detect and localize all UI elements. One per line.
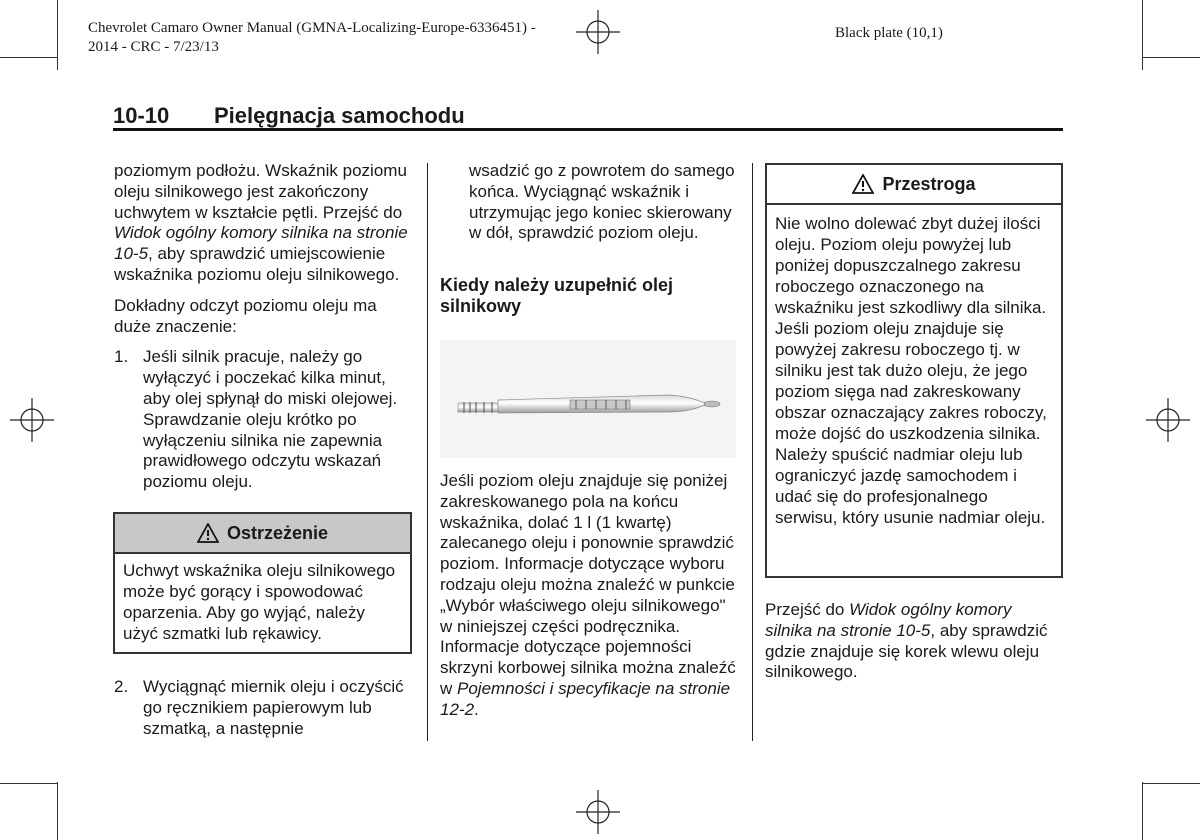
- column-3-paragraph: [765, 600, 1063, 683]
- warning-box: [113, 512, 412, 654]
- cross-reference-link[interactable]: Widok ogólny komory silnika na stronie 10-5: [114, 223, 408, 264]
- crop-mark: [1142, 57, 1200, 58]
- caution-title: Przestroga: [882, 173, 976, 194]
- crop-mark: [57, 0, 58, 70]
- text: , aby sprawdzić umiejscowienie wskaźnika poziomu oleju silnikowego.: [114, 244, 400, 284]
- crop-mark: [57, 782, 58, 840]
- registration-mark-icon: [1146, 398, 1190, 442]
- paragraph-dipstick-handle: [114, 161, 414, 286]
- list-text: Wyciągnąć miernik oleju i oczyścić go ręcznikiem papierowym lub szmatką, a następnie: [143, 677, 404, 738]
- section-heading: Kiedy należy uzupełnić olej silnikowy: [440, 275, 674, 316]
- warning-header: [115, 514, 410, 554]
- column-divider-2: [752, 163, 753, 741]
- cross-reference-link[interactable]: Widok ogólny komory silnika na stronie 10-5: [765, 600, 1012, 640]
- list-number: 2.: [114, 677, 129, 696]
- registration-mark-icon: [576, 790, 620, 834]
- column-2-topup: [440, 471, 736, 721]
- warning-triangle-icon: [197, 523, 219, 543]
- registration-mark-icon: [576, 10, 620, 54]
- crop-mark: [0, 783, 58, 784]
- header-doc-date: 2014 - CRC - 7/23/13: [88, 39, 219, 55]
- header-plate: Black plate (10,1): [835, 25, 943, 41]
- text: poziomym podłożu. Wskaźnik poziomu oleju silnikowego jest zakończony uchwytem w kształcie pętli. Przejść do: [114, 161, 407, 222]
- column-1-continued: [114, 677, 414, 739]
- header-doc-title: Chevrolet Camaro Owner Manual (GMNA-Localizing-Europe-6336451) -: [88, 20, 536, 36]
- page-title: Pielęgnacja samochodu: [214, 103, 465, 128]
- title-rule: [113, 128, 1063, 131]
- caution-header: [767, 165, 1061, 205]
- column-divider-1: [427, 163, 428, 741]
- crop-mark: [1142, 0, 1143, 70]
- text: Przejść do: [765, 600, 850, 619]
- registration-mark-icon: [10, 398, 54, 442]
- text: Jeśli poziom oleju znajduje się poniżej zakreskowanego pola na końcu wskaźnika, dolać 1 l (1 kwartę) zalecanego oleju i ponownie sprawdzić poziom. Informacje dotyczące wyboru rodzaju oleju można znaleźć w punkcie „Wybór właściwego oleju silnikowego" w niniejszej części podręcznika. Informacje dotyczące pojemności skrzyni korbowej silnika można znaleźć w: [440, 471, 736, 698]
- warning-text: Uchwyt wskaźnika oleju silnikowego może być gorący i spowodować oparzenia. Aby go wyjąć, należy użyć szmatki lub rękawicy.: [123, 561, 396, 643]
- text: .: [474, 699, 479, 719]
- list-item: [114, 347, 414, 493]
- crop-mark: [1142, 782, 1143, 840]
- caution-text: Nie wolno dolewać zbyt dużej ilości oleju. Poziom oleju powyżej lub poniżej dopuszczalnego zakresu roboczego oznaczonego na wskaźniku jest szkodliwy dla silnika. Jeśli poziom oleju znajduje się powyżej zakresu roboczego tj. w silniku jest tak dużo oleju, że jego poziom sięga nad zakreskowany obszar oznaczający zakres roboczy, może dojść do uszkodzenia silnika. Należy spuścić nadmiar oleju lub ograniczyć jazdę samochodem i udać się do profesjonalnego serwisu, który usunie nadmiar oleju.: [775, 214, 1047, 527]
- page-number: 10-10: [113, 103, 170, 128]
- paragraph-accuracy: Dokładny odczyt poziomu oleju ma duże znaczenie:: [114, 295, 377, 336]
- text: , aby sprawdzić gdzie znajduje się korek wlewu oleju silnikowego.: [765, 620, 1048, 682]
- list-text: Jeśli silnik pracuje, należy go wyłączyć i poczekać kilka minut, aby olej spłynął do miski olejowej. Sprawdzanie oleju krótko po wyłączeniu silnika nie zapewnia prawidłowego odczytu wskazań poziomu oleju.: [143, 347, 398, 492]
- crop-mark: [1142, 783, 1200, 784]
- caution-box: [765, 163, 1063, 578]
- crop-mark: [0, 57, 58, 58]
- warning-title: Ostrzeżenie: [226, 522, 329, 543]
- dipstick-illustration: [440, 340, 736, 458]
- cross-reference-link[interactable]: Pojemności i specyfikacje na stronie 12-2: [440, 678, 731, 719]
- column-1: [114, 161, 414, 493]
- list-item: [114, 677, 414, 739]
- warning-triangle-icon: [852, 174, 874, 194]
- list-number: 1.: [114, 347, 129, 367]
- column-2-intro: wsadzić go z powrotem do samego końca. Wyciągnąć wskaźnik i utrzymując jego koniec skierowany w dół, sprawdzić poziom oleju.: [469, 161, 735, 243]
